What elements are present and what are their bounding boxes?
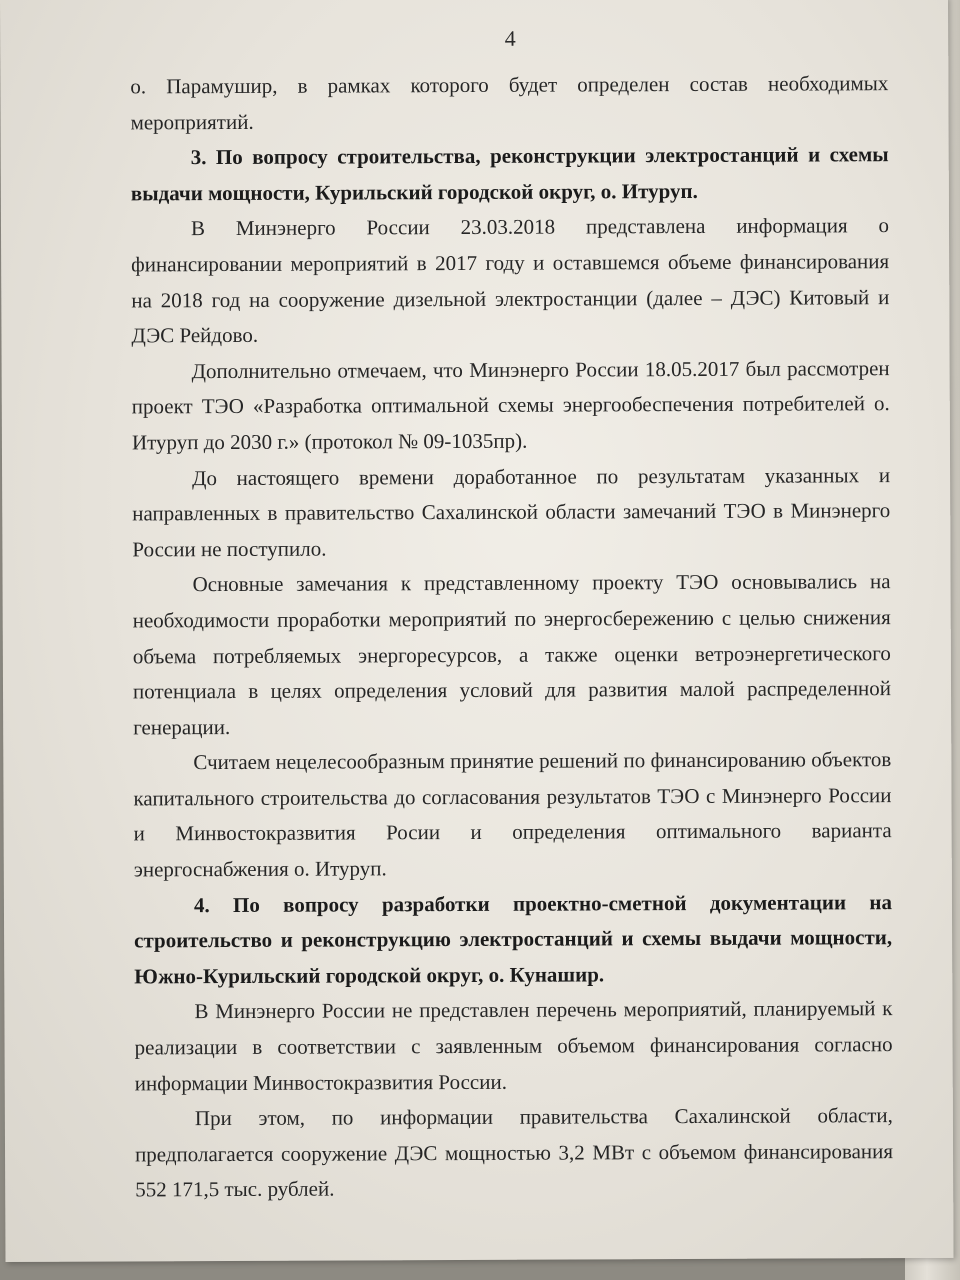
section-heading-4: 4. По вопросу разработки проектно-сметной документации на строительство и реконструкцию электростанций и схемы выдачи мощности, Южно-Курильский городской округ, о. Кунашир. (134, 889, 893, 989)
paragraph-continuation: о. Парамушир, в рамках которого будет определен состав необходимых мероприятий. (130, 71, 889, 135)
paragraph-body: При этом, по информации правительства Сахалинской области, предполагается сооружение ДЭС мощностью 3,2 МВт с объемом финансирования 552 171,5 тыс. рублей. (134, 1103, 894, 1202)
document-body (130, 66, 893, 1208)
paragraph-body: До настоящего времени доработанное по результатам указанных и направленных в правительство Сахалинской области замечаний ТЭО в Минэнерго России не поступило. (132, 462, 891, 562)
paragraph-body: Дополнительно отмечаем, что Минэнерго России 18.05.2017 был рассмотрен проект ТЭО «Разработка оптимальной схемы энергообеспечения потребителей о. Итуруп до 2030 г.» (протокол № 09-1035пр). (131, 355, 890, 455)
paragraph-body: В Минэнерго России 23.03.2018 представлена информация о финансировании мероприятий в 2017 году и оставшемся объеме финансирования на 2018 год на сооружение дизельной электростанции (далее – ДЭС) Китовый и ДЭС Рейдово. (131, 213, 890, 348)
page-number: 4 (504, 25, 516, 51)
section-heading-3: 3. По вопросу строительства, реконструкции электростанций и схемы выдачи мощности, Курильский городской округ, о. Итуруп. (130, 142, 889, 206)
paragraph-body: Основные замечания к представленному проекту ТЭО основывались на необходимости проработки мероприятий по энергосбережению с целью снижения объема потребляемых энергоресурсов, а также оценки ветроэнергетического потенциала в целях определения условий для развития малой распределенной генерации. (132, 569, 892, 740)
paragraph-body: В Минэнерго России не представлен перечень мероприятий, планируемый к реализации в соответствии с заявленным объемом финансирования согласно информации Минвостокразвития России. (134, 996, 893, 1096)
paragraph-body: Считаем нецелесообразным принятие решений по финансированию объектов капитального строительства до согласования результатов ТЭО с Минэнерго России и Минвостокразвития Росии и определения оптимального варианта энергоснабжения о. Итуруп. (133, 747, 892, 882)
